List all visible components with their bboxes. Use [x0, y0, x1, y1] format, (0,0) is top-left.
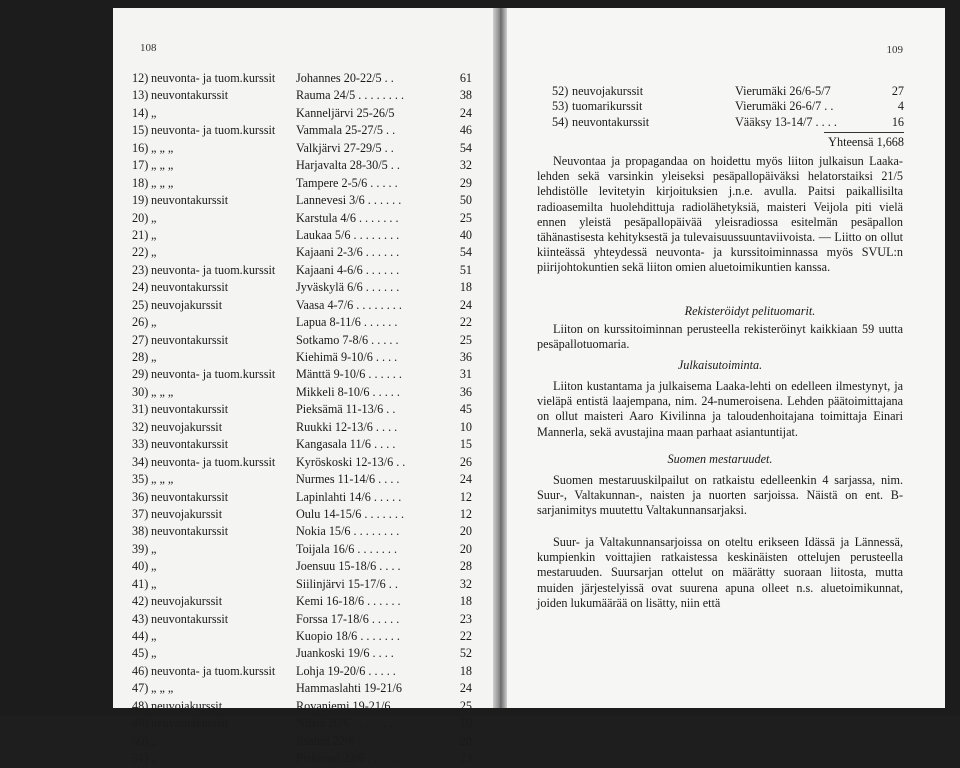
row-place: Mikkeli 8-10/6 . . . . .: [296, 384, 400, 399]
row-type: neuvontakurssit: [151, 524, 229, 539]
row-place: Lohja 19-20/6 . . . . .: [296, 663, 396, 678]
row-type: tuomarikurssit: [572, 99, 643, 114]
row-num: 54): [552, 114, 569, 129]
row-type: neuvojakurssit: [151, 506, 223, 521]
row-num: 12): [132, 71, 149, 85]
row-num: 26): [132, 315, 149, 330]
row-type: „: [151, 315, 157, 330]
paragraph-championships: Suomen mestaruuskilpailut on ratkaistu edelleenkin 4 sarjassa, nim. Suur-, Valtakunnan-, naisten ja nuorten sarjoissa. Näistä on ent. B-sarjanimitys muutettu Valtakunnansarjaksi.: [537, 473, 903, 518]
row-place: Forssa 17-18/6 . . . . .: [296, 611, 400, 626]
table-row: [132, 454, 472, 471]
table-row: [132, 419, 472, 436]
row-num: 41): [132, 576, 149, 591]
row-count: 46: [459, 123, 472, 138]
row-num: 24): [132, 280, 149, 295]
row-num: 52): [552, 84, 569, 98]
row-count: 18: [459, 663, 472, 678]
row-place: Kangasala 11/6 . . . .: [296, 437, 396, 452]
row-count: 29: [459, 175, 472, 190]
right-page: [507, 8, 945, 708]
row-place: Toijala 16/6 . . . . . . .: [296, 541, 398, 556]
row-count: 10: [459, 716, 472, 731]
row-type: neuvonta- ja tuom.kurssit: [151, 71, 276, 85]
row-num: 47): [132, 681, 149, 696]
table-row: [132, 70, 472, 87]
row-type: neuvojakurssit: [151, 594, 223, 609]
row-count: 18: [459, 594, 472, 609]
row-num: 17): [132, 158, 149, 173]
row-count: 24: [459, 681, 472, 696]
row-count: 23: [459, 611, 472, 626]
paragraph-propaganda: Neuvontaa ja propagandaa on hoidettu myös liiton julkaisun Laaka-lehden sekä varsinkin yleiseksi pesäpallopäiväksi helatorstaiksi 21/5 lehdistölle levitetyin kirjoituksien j.n.e. avulla. Paitsi paikallisilta radioasemilta huolehdittuja radiolähetyksiä, maisteri Veijola piti vielä ennen yleistä pesäpallopäivää yleisradiossa esitelmän pesäpallon tähänastisesta kehityksestä ja tulevaisuussuuntaviivoista. — Liitto on ollut kiinteässä yhteydessä neuvonta- ja kurssitoiminnassa myös SVUL:n piirijohtokuntien sekä liiton omien aluetoimikuntien kanssa.: [537, 154, 903, 275]
table-row: [132, 297, 472, 314]
row-type: neuvontakurssit: [151, 489, 229, 504]
row-num: 35): [132, 472, 149, 487]
row-type: neuvontakurssit: [572, 114, 650, 129]
row-num: 51): [132, 751, 149, 766]
row-num: 50): [132, 733, 149, 748]
row-place: Laukaa 5/6 . . . . . . . .: [296, 227, 400, 242]
row-num: 37): [132, 506, 149, 521]
table-row: [132, 593, 472, 610]
row-place: Rovaniemi 19-21/6 . .: [296, 698, 403, 713]
paragraph-referees: Liiton on kurssitoiminnan perusteella rekisteröinyt kaikkiaan 59 uutta pesäpallotuomaria.: [537, 322, 903, 352]
row-count: 31: [459, 367, 472, 382]
row-type: „: [151, 733, 157, 748]
row-count: 23: [459, 751, 472, 766]
row-count: 38: [459, 88, 472, 103]
heading-publications: Julkaisutoiminta.: [677, 358, 763, 372]
row-place: Oulu 14-15/6 . . . . . . .: [296, 506, 404, 521]
row-count: 24: [459, 297, 472, 312]
row-num: 18): [132, 175, 149, 190]
row-type: neuvontakurssit: [151, 280, 229, 295]
row-type: „: [151, 646, 157, 661]
row-place: Kuopio 18/6 . . . . . . .: [296, 629, 400, 643]
row-num: 28): [132, 350, 149, 364]
row-num: 20): [132, 210, 149, 225]
table-row: [132, 332, 472, 349]
row-type: „: [151, 629, 157, 643]
row-place: Joensuu 15-18/6 . . . .: [296, 559, 401, 574]
row-type: neuvontakurssit: [151, 716, 229, 731]
row-type: neuvonta- ja tuom.kurssit: [151, 663, 276, 678]
table-row: [132, 628, 472, 645]
right-page-number: 109: [886, 44, 903, 56]
row-type: neuvontakurssit: [151, 437, 229, 452]
row-count: 26: [459, 454, 472, 469]
row-count: 10: [459, 419, 472, 434]
row-place: Kanneljärvi 25-26/5: [296, 105, 395, 120]
row-type: „: [151, 245, 157, 260]
row-count: 45: [459, 402, 472, 417]
row-place: Harjavalta 28-30/5 . .: [296, 158, 400, 173]
row-count: 25: [459, 698, 472, 713]
paragraph-publications: Liiton kustantama ja julkaisema Laaka-lehti on edelleen ilmestynyt, ja vieläpä entistä laajempana, nim. 24-numeroisena. Lehden päätoimittajana on ollut maisteri Aaro Kivilinna ja taloudenhoitajana toimittaja Einari Mannerla, sekä avustajina maan parhaat asiantuntijat.: [537, 379, 903, 439]
row-place: Ruukki 12-13/6 . . . .: [296, 419, 398, 434]
row-type: neuvontakurssit: [151, 193, 229, 208]
row-count: 25: [459, 332, 472, 347]
row-num: 27): [132, 332, 149, 347]
row-num: 33): [132, 437, 149, 452]
row-count: 54: [459, 245, 472, 260]
row-count: 20: [459, 541, 472, 556]
row-type: neuvontakurssit: [151, 332, 229, 347]
row-place: Lapua 8-11/6 . . . . . .: [296, 315, 398, 330]
row-num: 38): [132, 524, 149, 539]
left-page-number: 108: [140, 42, 157, 54]
row-place: Karstula 4/6 . . . . . . .: [296, 210, 399, 225]
row-place: Lannevesi 3/6 . . . . . .: [296, 193, 402, 208]
row-count: 12: [459, 506, 472, 521]
row-count: 22: [459, 315, 472, 330]
row-count: 24: [459, 105, 472, 120]
row-num: 22): [132, 245, 149, 260]
table-row: [552, 99, 904, 114]
row-type: „: [151, 350, 157, 364]
row-place: Valkjärvi 27-29/5 . .: [296, 140, 394, 155]
row-num: 25): [132, 297, 149, 312]
row-count: 12: [459, 489, 472, 504]
row-place: Kyröskoski 12-13/6 . .: [296, 454, 406, 469]
table-row: [132, 366, 472, 383]
row-num: 31): [132, 402, 149, 417]
table-row: [132, 506, 472, 523]
row-type: „ „ „: [151, 158, 174, 173]
table-row: [132, 192, 472, 209]
row-num: 30): [132, 384, 149, 399]
row-type: „ „ „: [151, 175, 174, 190]
table-row: [132, 262, 472, 279]
table-row: [132, 175, 472, 192]
row-num: 48): [132, 698, 149, 713]
row-place: Johannes 20-22/5 . .: [296, 71, 394, 85]
row-num: 14): [132, 105, 149, 120]
row-count: 32: [459, 158, 472, 173]
row-place: Lapinlahti 14/6 . . . . .: [296, 489, 402, 504]
row-type: „: [151, 559, 157, 574]
row-count: 28: [459, 559, 472, 574]
row-type: „ „ „: [151, 140, 174, 155]
table-row: [132, 87, 472, 104]
total-line: Yhteensä 1,668: [828, 135, 904, 149]
row-num: 23): [132, 262, 149, 277]
table-row: [132, 157, 472, 174]
row-place: Kajaani 4-6/6 . . . . . .: [296, 262, 400, 277]
row-place: Tampere 2-5/6 . . . . .: [296, 175, 398, 190]
table-row: [132, 558, 472, 575]
row-num: 42): [132, 594, 149, 609]
row-type: neuvojakurssit: [151, 297, 223, 312]
table-row: [132, 227, 472, 244]
row-num: 40): [132, 559, 149, 574]
row-count: 24: [459, 472, 472, 487]
heading-championships: Suomen mestaruudet.: [667, 452, 773, 466]
row-count: 20: [459, 733, 472, 748]
row-place: Pielavesi 23/6 . . . . . .: [296, 751, 402, 766]
table-row: [132, 611, 472, 628]
course-list: [132, 70, 472, 768]
row-type: neuvonta- ja tuom.kurssit: [151, 454, 276, 469]
row-count: 50: [459, 193, 472, 208]
row-place: Pieksämä 11-13/6 . .: [296, 402, 396, 417]
table-row: [132, 471, 472, 488]
row-count: 52: [459, 646, 472, 661]
row-count: 4: [897, 99, 904, 114]
row-num: 49): [132, 716, 149, 731]
row-place: Vammala 25-27/5 . .: [296, 123, 396, 138]
row-place: Kemi 16-18/6 . . . . . .: [296, 594, 401, 609]
row-type: „: [151, 105, 157, 120]
row-count: 32: [459, 576, 472, 591]
table-row: [132, 244, 472, 261]
row-place: Nurmes 11-14/6 . . . .: [296, 472, 400, 487]
table-row: [132, 401, 472, 418]
row-num: 32): [132, 419, 149, 434]
row-num: 45): [132, 646, 149, 661]
row-place: Jyväskylä 6/6 . . . . . .: [296, 280, 400, 295]
table-row: [132, 645, 472, 662]
row-place: Kajaani 2-3/6 . . . . . .: [296, 245, 400, 260]
row-count: 15: [459, 437, 472, 452]
table-row: [132, 105, 472, 122]
row-place: Vierumäki 26-6/7 . .: [735, 99, 834, 114]
table-row: [132, 715, 472, 732]
row-place: Vaasa 4-7/6 . . . . . . . .: [296, 297, 402, 312]
row-num: 29): [132, 367, 149, 382]
table-row: [132, 122, 472, 139]
table-row: [132, 733, 472, 750]
row-num: 43): [132, 611, 149, 626]
row-type: „: [151, 576, 157, 591]
row-place: Hammaslahti 19-21/6: [296, 681, 402, 696]
row-type: neuvojakurssit: [151, 698, 223, 713]
row-type: neuvonta- ja tuom.kurssit: [151, 262, 276, 277]
row-num: 36): [132, 489, 149, 504]
table-row: [552, 84, 904, 99]
table-row: [132, 140, 472, 157]
table-row: [132, 314, 472, 331]
row-type: neuvonta- ja tuom.kurssit: [151, 123, 276, 138]
table-row: [132, 384, 472, 401]
row-type: „: [151, 751, 157, 766]
row-place: Kiehimä 9-10/6 . . . .: [296, 350, 398, 364]
row-num: 19): [132, 193, 149, 208]
left-page: [113, 8, 493, 766]
row-type: neuvojakurssit: [572, 84, 644, 98]
row-place: Siilinjärvi 15-17/6 . .: [296, 576, 398, 591]
row-num: 13): [132, 88, 149, 103]
row-type: neuvojakurssit: [151, 419, 223, 434]
row-count: 22: [459, 629, 472, 643]
table-row: [132, 349, 472, 366]
table-row: [132, 750, 472, 767]
row-num: 15): [132, 123, 149, 138]
row-count: 18: [459, 280, 472, 295]
row-num: 21): [132, 227, 149, 242]
course-list-continued: [552, 84, 904, 149]
row-place: Mänttä 9-10/6 . . . . . .: [296, 367, 402, 382]
row-count: 36: [459, 350, 472, 364]
row-type: neuvontakurssit: [151, 88, 229, 103]
table-row: [132, 210, 472, 227]
row-count: 40: [459, 227, 472, 242]
row-place: Iisalmi 22/6 . . . . . . .: [296, 733, 398, 748]
row-count: 54: [459, 140, 472, 155]
table-row: [132, 541, 472, 558]
table-row: [132, 663, 472, 680]
row-num: 53): [552, 99, 569, 114]
table-row: [552, 115, 904, 130]
row-place: Vierumäki 26/6-5/7: [735, 84, 831, 98]
row-type: „: [151, 227, 157, 242]
row-type: „ „ „: [151, 681, 174, 696]
row-type: neuvontakurssit: [151, 611, 229, 626]
table-row: [132, 698, 472, 715]
row-count: 25: [459, 210, 472, 225]
row-place: Nilsiä 20/6 . . . . . . . .: [296, 716, 399, 731]
row-place: Juankoski 19/6 . . . .: [296, 646, 394, 661]
table-row: [132, 523, 472, 540]
row-type: „: [151, 541, 157, 556]
row-num: 44): [132, 629, 149, 643]
row-type: neuvontakurssit: [151, 402, 229, 417]
table-row: [132, 436, 472, 453]
row-count: 36: [459, 384, 472, 399]
row-num: 39): [132, 541, 149, 556]
table-row: [132, 489, 472, 506]
table-row: [132, 279, 472, 296]
row-num: 46): [132, 663, 149, 678]
table-row: [132, 576, 472, 593]
book-gutter: [493, 8, 507, 708]
row-type: „: [151, 210, 157, 225]
row-count: 27: [891, 84, 904, 98]
row-num: 34): [132, 454, 149, 469]
row-place: Sotkamo 7-8/6 . . . . .: [296, 332, 399, 347]
row-count: 61: [459, 71, 472, 85]
row-count: 51: [459, 262, 472, 277]
table-row: [132, 680, 472, 697]
row-type: neuvonta- ja tuom.kurssit: [151, 367, 276, 382]
row-count: 20: [459, 524, 472, 539]
row-place: Vääksy 13-14/7 . . . .: [735, 114, 837, 129]
paragraph-series: Suur- ja Valtakunnansarjoissa on oteltu erikseen Idässä ja Lännessä, kumpienkin voittajien ratkaistessa keskinäisten ottelujen perusteella mestaruuden. Suursarjan ottelut on määrätty suoraan liitosta, mutta muiden järjestelyissä ovat suurena apuna olleet n.s. aluetoimikunnat, joiden lukumäärää on lisätty, niin että: [537, 535, 903, 610]
heading-registered-referees: Rekisteröidyt pelituomarit.: [684, 304, 816, 318]
row-count: 16: [891, 114, 904, 129]
row-place: Rauma 24/5 . . . . . . . .: [296, 88, 404, 103]
row-type: „ „ „: [151, 384, 174, 399]
row-type: „ „ „: [151, 472, 174, 487]
row-place: Nokia 15/6 . . . . . . . .: [296, 524, 400, 539]
row-num: 16): [132, 140, 149, 155]
total-rule: [824, 132, 904, 133]
